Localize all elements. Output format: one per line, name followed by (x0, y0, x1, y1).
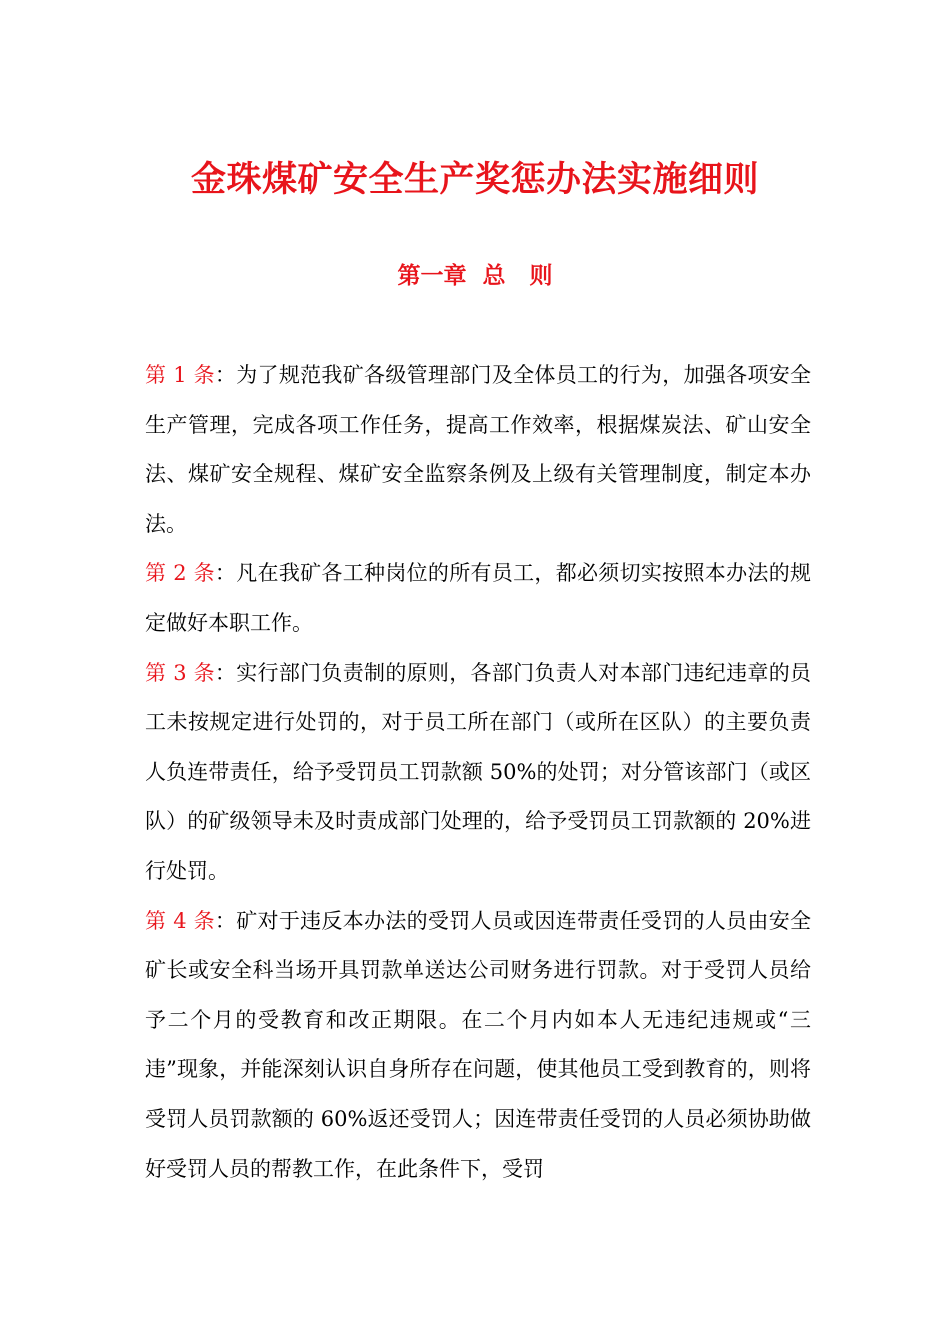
article-label: 第 2 条 (145, 561, 215, 586)
document-body (145, 351, 811, 1194)
article-text: ：为了规范我矿各级管理部门及全体员工的行为，加强各项安全生产管理，完成各项工作任务，提高工作效率，根据煤炭法、矿山安全法、煤矿安全规程、煤矿安全监察条例及上级有关管理制度，制定本办法。 (145, 363, 812, 536)
article-label: 第 4 条 (145, 908, 215, 933)
chapter-heading: 第一章 总 则 (397, 262, 553, 289)
document-title: 金珠煤矿安全生产奖惩办法实施细则 (190, 159, 759, 200)
article-text: ：凡在我矿各工种岗位的所有员工，都必须切实按照本办法的规定做好本职工作。 (145, 561, 812, 635)
article-text: ：矿对于违反本办法的受罚人员或因连带责任受罚的人员由安全矿长或安全科当场开具罚款单送达公司财务进行罚款。对于受罚人员给予二个月的受教育和改正期限。在二个月内如本人无违纪违规或“三违”现象，并能深刻认识自身所存在问题，使其他员工受到教育的，则将受罚人员罚款额的 60%返还受罚人；因连带责任受罚的人员必须协助做好受罚人员的帮教工作，在此条件下，受罚 (145, 908, 812, 1181)
article-label: 第 1 条 (145, 363, 215, 387)
article-paragraph (145, 649, 811, 897)
article-paragraph (145, 549, 811, 648)
article-paragraph (145, 897, 811, 1195)
article-text: ：实行部门负责制的原则，各部门负责人对本部门违纪违章的员工未按规定进行处罚的，对于员工所在部门（或所在区队）的主要负责人负连带责任，给予受罚员工罚款额 50%的处罚；对分管该部门（或区队）的矿级领导未及时责成部门处理的，给予受罚员工罚款额的 20%进行处罚。 (145, 660, 812, 883)
article-paragraph (145, 351, 811, 549)
article-label: 第 3 条 (145, 660, 215, 685)
